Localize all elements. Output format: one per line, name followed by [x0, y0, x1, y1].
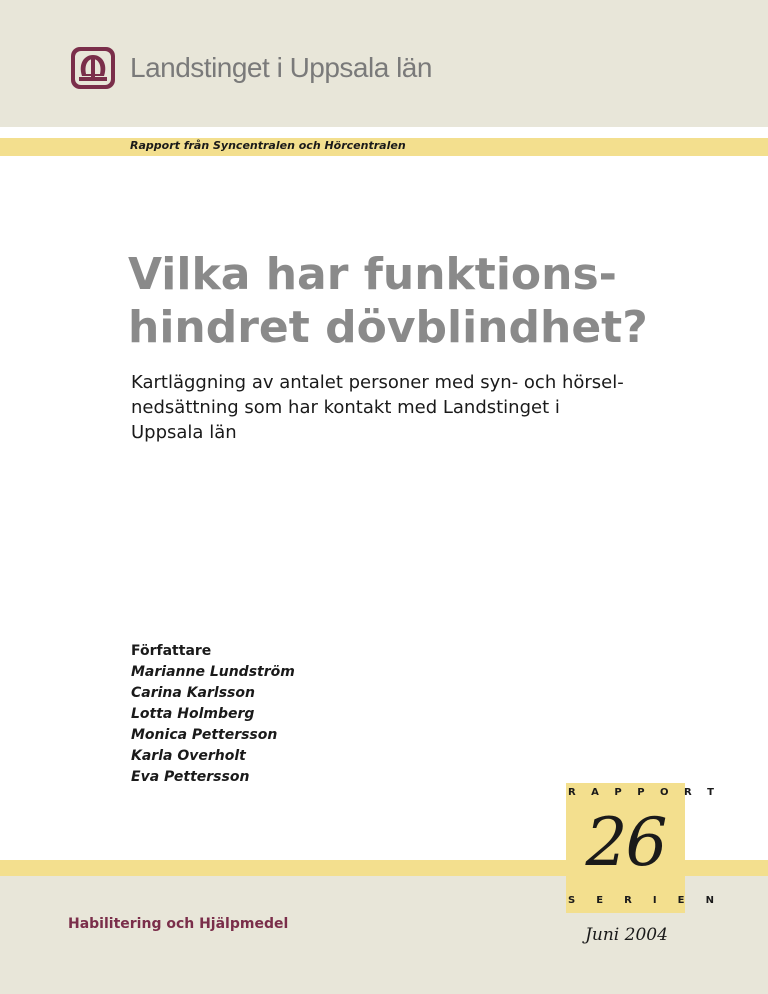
lead-line-1: Kartläggning av antalet personer med syn- och hörsel-: [131, 372, 624, 393]
rapport-letter: R: [684, 787, 692, 798]
title-line-2: hindret dövblindhet?: [128, 302, 648, 353]
author-name: Monica Pettersson: [131, 727, 278, 743]
report-number: 26: [585, 804, 666, 881]
author-name: Carina Karlsson: [131, 685, 255, 701]
author-name: Eva Pettersson: [131, 769, 250, 785]
organization-logo: [70, 46, 432, 90]
organization-name: Landstinget i Uppsala län: [130, 52, 432, 83]
serien-letter: E: [596, 895, 604, 906]
report-subtitle: Rapport från Syncentralen och Hörcentralen: [130, 139, 406, 152]
rapport-letter: P: [614, 787, 622, 798]
serien-letter: I: [652, 895, 657, 906]
serien-letter: S: [568, 895, 576, 906]
report-title: [128, 248, 728, 354]
author-name: Karla Overholt: [131, 748, 246, 764]
author-name: Lotta Holmberg: [131, 706, 255, 722]
rapport-letter: R: [568, 787, 576, 798]
authors-block: [131, 641, 295, 788]
lead-line-2: nedsättning som har kontakt med Landstinget i: [131, 397, 560, 418]
serien-letter: E: [677, 895, 685, 906]
serien-label: [568, 895, 714, 906]
division-name: Habilitering och Hjälpmedel: [68, 916, 289, 932]
cover-body: [0, 127, 768, 860]
rapport-letter: A: [591, 787, 599, 798]
authors-heading: Författare: [131, 643, 212, 659]
report-lead: [131, 370, 691, 445]
title-line-1: Vilka har funktions-: [128, 249, 617, 300]
report-date: Juni 2004: [585, 925, 668, 945]
rapport-letter: O: [660, 787, 669, 798]
serien-letter: N: [705, 895, 714, 906]
rapport-letter: P: [637, 787, 645, 798]
author-name: Marianne Lundström: [131, 664, 295, 680]
landstinget-logo-icon: [70, 46, 116, 90]
lead-line-3: Uppsala län: [131, 422, 237, 443]
rapport-label: [568, 787, 714, 798]
serien-letter: R: [624, 895, 632, 906]
rapport-letter: T: [707, 787, 714, 798]
